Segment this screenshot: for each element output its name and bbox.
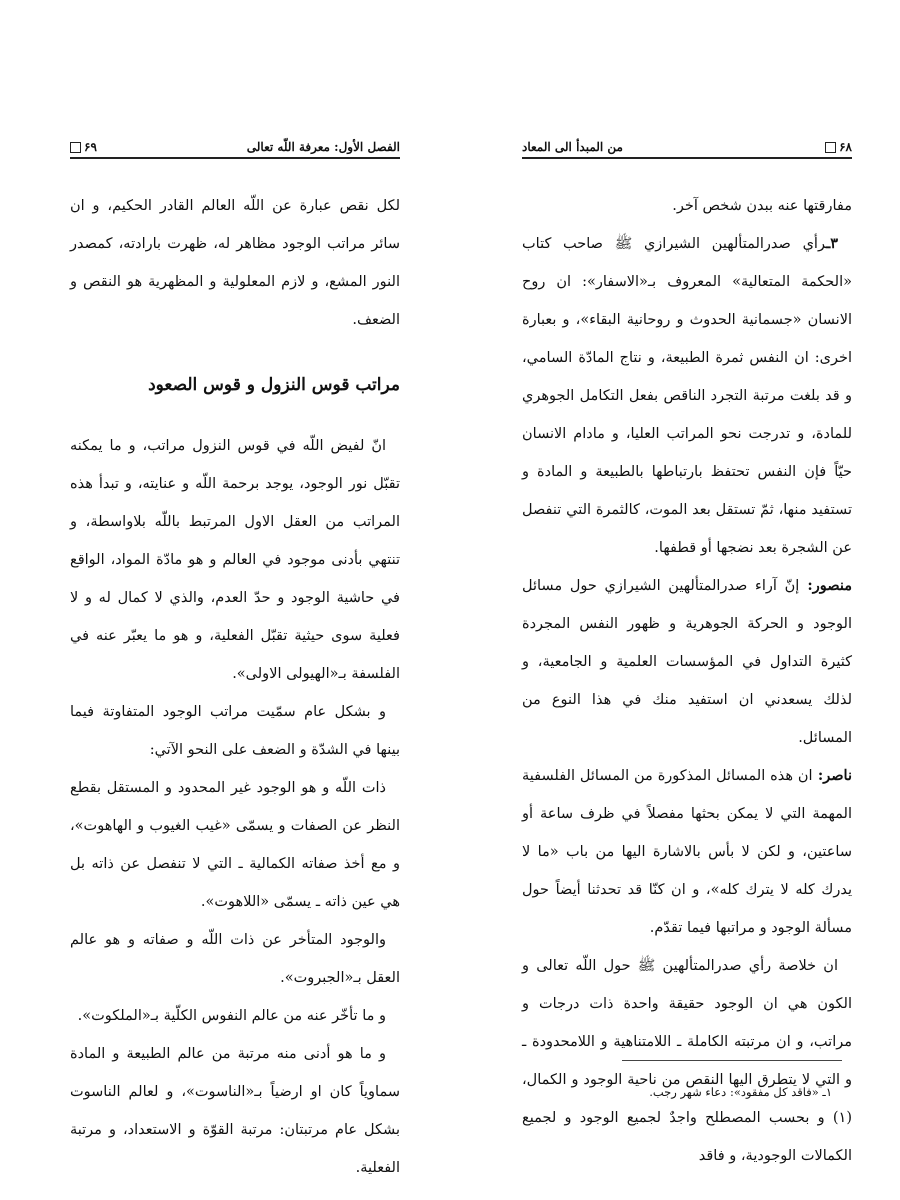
paragraph: منصور: إنّ آراء صدرالمتألهین الشیرازي حول مسائل الوجود و الحرکة الجوهریة و ظهور النفس المجردة کثیرة التداول في المؤسسات العلمیة و الجامعیة، و لذلك یسعدني ان استفید منك في هذا النوع من المسائل.: [522, 577, 852, 746]
paragraph: مفارقتها عنه ببدن شخص آخر.: [672, 198, 852, 214]
page-header: [522, 140, 852, 159]
paragraph: و ما تأخّر عنه من عالم النفوس الکلّیة بـ«الملکوت».: [77, 1008, 386, 1024]
right-page: [522, 140, 852, 1175]
paragraph: والوجود المتأخر عن ذات اللّه و صفاته و هو عالم العقل بـ«الجبروت».: [70, 932, 400, 986]
left-page: [70, 140, 400, 1187]
page-number: ۶۹: [70, 140, 97, 154]
item-number: ۳ـ: [825, 235, 838, 252]
speaker-label: ناصر:: [812, 767, 852, 784]
paragraph: و بشکل عام سمّیت مراتب الوجود المتفاوتة فیما بینها في الشدّة و الضعف علی النحو الآتي:: [70, 704, 400, 758]
paragraph: و ما هو أدنی منه مرتبة من عالم الطبیعة و المادة سماویاً کان او ارضیاً بـ«الناسوت»، و لعالم الناسوت بشکل عام مرتبتان: مرتبة القوّة و الاستعداد، و مرتبة الفعلیة.: [70, 1046, 400, 1176]
square-icon: [825, 142, 836, 153]
page-header: [70, 140, 400, 159]
running-title: من المبدأ الی المعاد: [522, 140, 623, 154]
speaker-label: منصور:: [799, 577, 852, 594]
section-heading: مراتب قوس النزول و قوس الصعود: [148, 375, 400, 395]
paragraph: ناصر: ان هذه المسائل المذکورة من المسائل الفلسفیة المهمة التي لا یمکن بحثها مفصلاً في ظرف ساعة أو ساعتین، و لکن لا بأس بالاشارة الیها من باب «ما لا یدرك کله لا یترك کله»، و ان کنّا قد تحدثنا أیضاً حول مسألة الوجود و مراتبها فیما تقدّم.: [522, 767, 852, 936]
footnote: ۱ـ «فاقد کل مفقود»: دعاء شهر رجب.: [649, 1085, 832, 1099]
running-title: الفصل الأول: معرفة اللّه تعالی: [246, 140, 400, 154]
square-icon: [70, 142, 81, 153]
paragraph: ۳ـرأي صدرالمتألهین الشیرازي ﷺ صاحب کتاب «الحکمة المتعالیة» المعروف بـ«الاسفار»: ان روح الانسان «جسمانیة الحدوث و روحانیة البقاء»، و بعبارة اخری: ان النفس ثمرة الطبیعة، و نتاج المادّة السامي، و قد بلغت مرتبة التجرد الناقص بفعل التکامل الجوهري للمادة، و تدرجت نحو المراتب العلیا، و مادام الانسان حیّاً فإن النفس تحتفظ بارتباطها بالطبیعة و المادة و تستفید منها، ثمّ تستقل بعد الموت، کالثمرة التي تنفصل عن الشجرة بعد نضجها أو قطفها.: [522, 235, 852, 556]
paragraph: ذات اللّه و هو الوجود غیر المحدود و المستقل بقطع النظر عن الصفات و یسمّی «غیب الغیوب و الهاهوت»، و مع أخذ صفاته الکمالیة ـ التي لا تنفصل عن ذاته بل هي عین ذاته ـ یسمّی «اللاهوت».: [70, 780, 400, 910]
page-number: ۶۸: [825, 140, 852, 154]
paragraph: لکل نقص عبارة عن اللّه العالم القادر الحکیم، و ان سائر مراتب الوجود مظاهر له، ظهرت بارادته، کمصدر النور المشع، و لازم المعلولیة و المظهریة هو النقص و الضعف.: [70, 198, 400, 328]
paragraph: ان خلاصة رأي صدرالمتألهین ﷺ حول اللّه تعالی و الکون هي ان الوجود حقیقة واحدة ذات درجات و مراتب، و ان مرتبته الکاملة ـ اللامتناهیة و اللامحدودة ـ و التي لا یتطرق الیها النقص من ناحیة الوجود و الکمال، (۱) و بحسب المصطلح واجدٌ لجمیع الوجود و لجمیع الکمالات الوجودیة، و فاقد: [522, 958, 852, 1164]
paragraph: انّ لفیض اللّه في قوس النزول مراتب، و ما یمکنه تقبّل نور الوجود، یوجد برحمة اللّه و عنایته، و تبدأ هذه المراتب من العقل الاول المرتبط باللّه بلاواسطة، و تنتهي بأدنی موجود في العالم و هو مادّة المواد، الواقع في حاشیة الوجود و حدّ العدم، والذي لا کمال له و لا فعلیة سوی حیثیة تقبّل الفعلیة، و هو ما یعبّر عنه في الفلسفة بـ«الهیولی الاولی».: [70, 438, 400, 682]
footnote-rule: [622, 1060, 842, 1061]
